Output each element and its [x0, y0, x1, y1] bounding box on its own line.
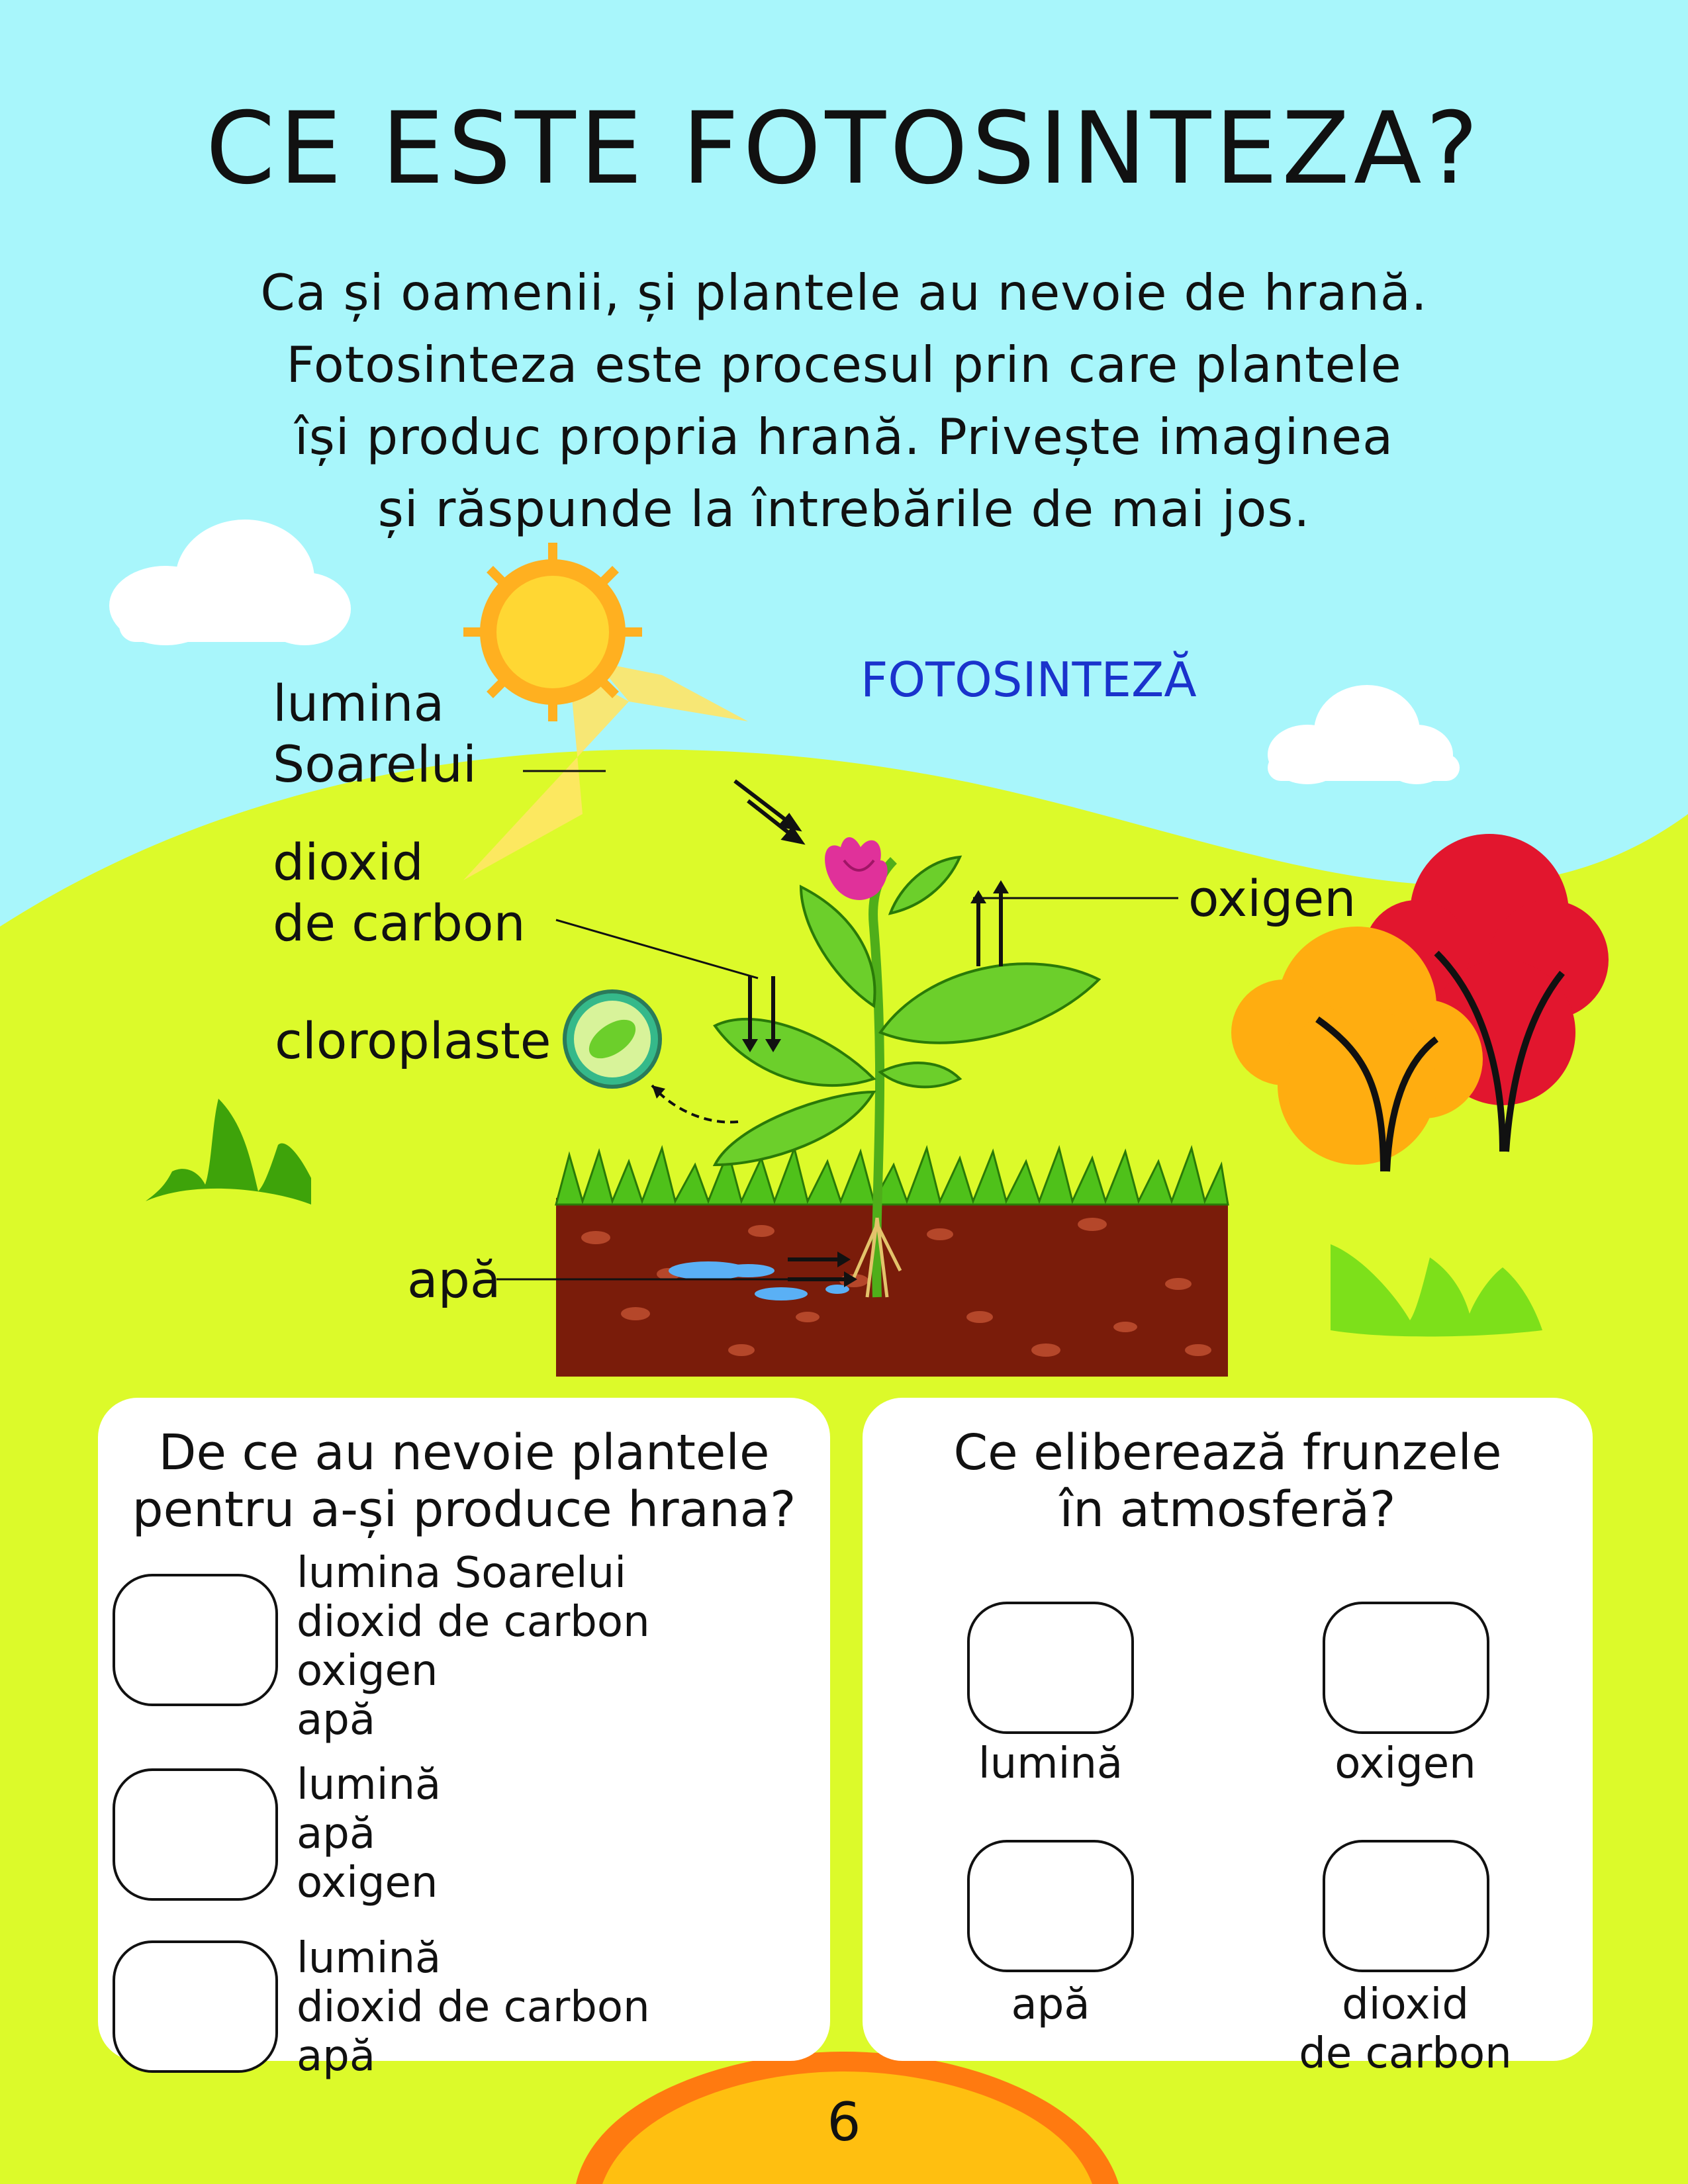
answer-checkbox-2d[interactable]	[1323, 1840, 1489, 1972]
page-title: CE ESTE FOTOSINTEZA?	[205, 91, 1483, 206]
answer-checkbox-2b[interactable]	[1323, 1602, 1489, 1734]
answer-option-1c: lumină dioxid de carbon apă	[297, 1934, 650, 2081]
answer-checkbox-2a[interactable]	[967, 1602, 1134, 1734]
diagram-title: FOTOSINTEZĂ	[861, 652, 1197, 707]
answer-checkbox-2c[interactable]	[967, 1840, 1134, 1972]
answer-checkbox-1c[interactable]	[113, 1940, 278, 2073]
answer-option-2d: dioxid de carbon	[1299, 1980, 1512, 2078]
answer-checkbox-1a[interactable]	[113, 1574, 278, 1706]
answer-checkbox-1b[interactable]	[113, 1768, 278, 1901]
label-water: apă	[407, 1250, 501, 1309]
chloroplast-icon	[565, 991, 660, 1087]
answer-option-2b: oxigen	[1335, 1739, 1476, 1788]
label-sunlight: lumina Soarelui	[273, 674, 477, 794]
answer-option-1b: lumină apă oxigen	[297, 1760, 442, 1907]
question-2-text: Ce eliberează frunzele în atmosferă?	[953, 1424, 1502, 1538]
question-card-1	[98, 1398, 830, 2081]
soil-cross-section	[556, 1198, 1228, 1377]
intro-paragraph: Ca și oamenii, și plantele au nevoie de hrană. Fotosinteza este procesul prin care plantele își produc propria hrană. Privește imaginea și răspunde la întrebările de mai jos.	[260, 263, 1428, 538]
label-oxygen: oxigen	[1188, 869, 1356, 928]
answer-option-1a: lumina Soarelui dioxid de carbon oxigen apă	[297, 1549, 650, 1745]
answer-option-2a: lumină	[978, 1739, 1123, 1788]
answer-option-2c: apă	[1011, 1980, 1090, 2029]
label-co2: dioxid de carbon	[273, 833, 526, 952]
question-card-2	[863, 1398, 1593, 2078]
page-number: 6	[827, 2091, 861, 2153]
label-chloroplasts: cloroplaste	[275, 1011, 551, 1070]
question-1-text: De ce au nevoie plantele pentru a-și produce hrana?	[132, 1424, 796, 1538]
